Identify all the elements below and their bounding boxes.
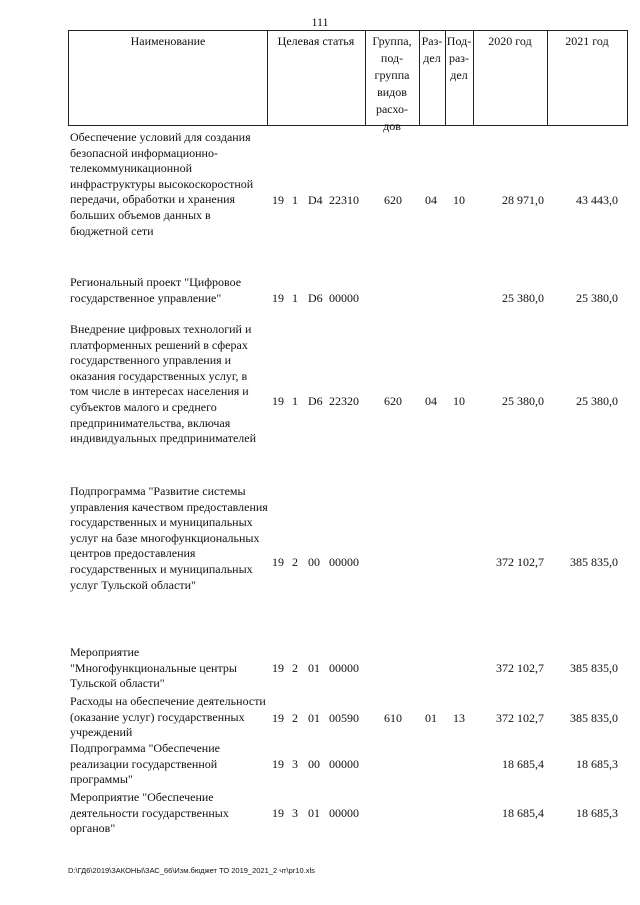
row-code-program: 19 (272, 291, 284, 305)
row-code-subprogram: 2 (292, 711, 298, 725)
header-group-line: под- (380, 51, 404, 65)
row-value-2020: 372 102,7 (496, 711, 544, 725)
row-razdel: 04 (425, 394, 437, 408)
row-code-program: 19 (272, 555, 284, 569)
row-value-2020: 372 102,7 (496, 555, 544, 569)
row-code-event: 01 (308, 711, 320, 725)
row-group: 610 (384, 711, 402, 725)
row-code-program: 19 (272, 711, 284, 725)
header-group-line: расхо- (375, 102, 409, 116)
row-name: Внедрение цифровых технологий и платформенных решений в сферах государственного управления и оказания государственных услуг, в том числе в интересах населения и субъектов малого и среднего предпринимательства, включая индивидуальных предпринимателей (70, 322, 256, 446)
header-podrazdel-line: дел (450, 68, 468, 82)
row-value-2020: 372 102,7 (496, 661, 544, 675)
row-code-direction: 22310 (329, 193, 359, 207)
header-name: Наименование (130, 34, 206, 48)
row-name: Обеспечение условий для создания безопасной информационно-телекоммуникационной инфраструктуры высокоскоростной передачи, обработки и хранения больших объемов данных в бюджетной сети (70, 130, 254, 238)
row-code-event: 01 (308, 661, 320, 675)
row-name: Региональный проект "Цифровое государственное управление" (70, 275, 242, 305)
row-name: Мероприятие "Обеспечение деятельности государственных органов" (70, 790, 229, 836)
header-podrazdel (445, 33, 473, 84)
header-podrazdel-line: Под- (446, 34, 472, 48)
row-name: Расходы на обеспечение деятельности (оказание услуг) государственных учреждений (70, 694, 266, 740)
file-path-footer: D:\ГД6\2019\ЗАКОНЫ\ЗАС_66\Изм.бюджет ТО 2019_2021_2 чт\pr10.xls (68, 866, 315, 875)
header-group-line: Группа, (372, 34, 412, 48)
row-value-2021: 43 443,0 (576, 193, 618, 207)
row-group: 620 (384, 193, 402, 207)
row-code-direction: 00000 (329, 806, 359, 820)
row-code-program: 19 (272, 193, 284, 207)
header-group (365, 33, 419, 135)
row-group: 620 (384, 394, 402, 408)
row-code-direction: 00000 (329, 555, 359, 569)
row-value-2021: 385 835,0 (570, 661, 618, 675)
row-code-direction: 00000 (329, 291, 359, 305)
row-code-direction: 00000 (329, 661, 359, 675)
row-code-direction: 22320 (329, 394, 359, 408)
row-code-direction: 00000 (329, 757, 359, 771)
row-value-2021: 385 835,0 (570, 711, 618, 725)
header-year-2020: 2020 год (488, 34, 532, 48)
row-code-program: 19 (272, 757, 284, 771)
row-razdel: 01 (425, 711, 437, 725)
header-podrazdel-line: раз- (448, 51, 470, 65)
row-value-2021: 385 835,0 (570, 555, 618, 569)
header-group-line: видов (377, 85, 407, 99)
row-value-2021: 25 380,0 (576, 394, 618, 408)
row-code-subprogram: 2 (292, 661, 298, 675)
row-name: Подпрограмма "Обеспечение реализации государственной программы" (70, 741, 220, 787)
header-group-line: дов (383, 119, 401, 133)
row-value-2020: 18 685,4 (502, 757, 544, 771)
row-code-event: D6 (308, 394, 323, 408)
row-podrazdel: 10 (453, 394, 465, 408)
row-name: Мероприятие "Многофункциональные центры Тульской области" (70, 645, 237, 691)
row-podrazdel: 13 (453, 711, 465, 725)
header-year-2021: 2021 год (565, 34, 609, 48)
row-code-subprogram: 3 (292, 757, 298, 771)
header-razdel-line: дел (423, 51, 441, 65)
header-razdel-line: Раз- (421, 34, 443, 48)
row-code-subprogram: 1 (292, 193, 298, 207)
row-value-2020: 18 685,4 (502, 806, 544, 820)
row-podrazdel: 10 (453, 193, 465, 207)
row-code-subprogram: 2 (292, 555, 298, 569)
row-code-event: 01 (308, 806, 320, 820)
row-value-2021: 25 380,0 (576, 291, 618, 305)
header-target: Целевая статья (277, 34, 355, 48)
row-code-program: 19 (272, 806, 284, 820)
page-number: 111 (311, 15, 329, 29)
row-code-event: 00 (308, 555, 320, 569)
row-code-program: 19 (272, 661, 284, 675)
row-code-subprogram: 1 (292, 394, 298, 408)
row-name: Подпрограмма "Развитие системы управления качеством предоставления государственных и муниципальных услуг на базе многофункциональных центров предоставления государственных и муниципальных услуг Тульской области" (70, 484, 268, 592)
table-header (68, 30, 628, 133)
row-code-event: D6 (308, 291, 323, 305)
row-value-2021: 18 685,3 (576, 757, 618, 771)
row-code-direction: 00590 (329, 711, 359, 725)
row-value-2020: 28 971,0 (502, 193, 544, 207)
row-value-2021: 18 685,3 (576, 806, 618, 820)
row-code-program: 19 (272, 394, 284, 408)
row-code-subprogram: 1 (292, 291, 298, 305)
row-code-event: 00 (308, 757, 320, 771)
row-value-2020: 25 380,0 (502, 394, 544, 408)
row-value-2020: 25 380,0 (502, 291, 544, 305)
header-razdel (419, 33, 445, 67)
header-group-line: группа (374, 68, 410, 82)
row-razdel: 04 (425, 193, 437, 207)
row-code-event: D4 (308, 193, 323, 207)
row-code-subprogram: 3 (292, 806, 298, 820)
